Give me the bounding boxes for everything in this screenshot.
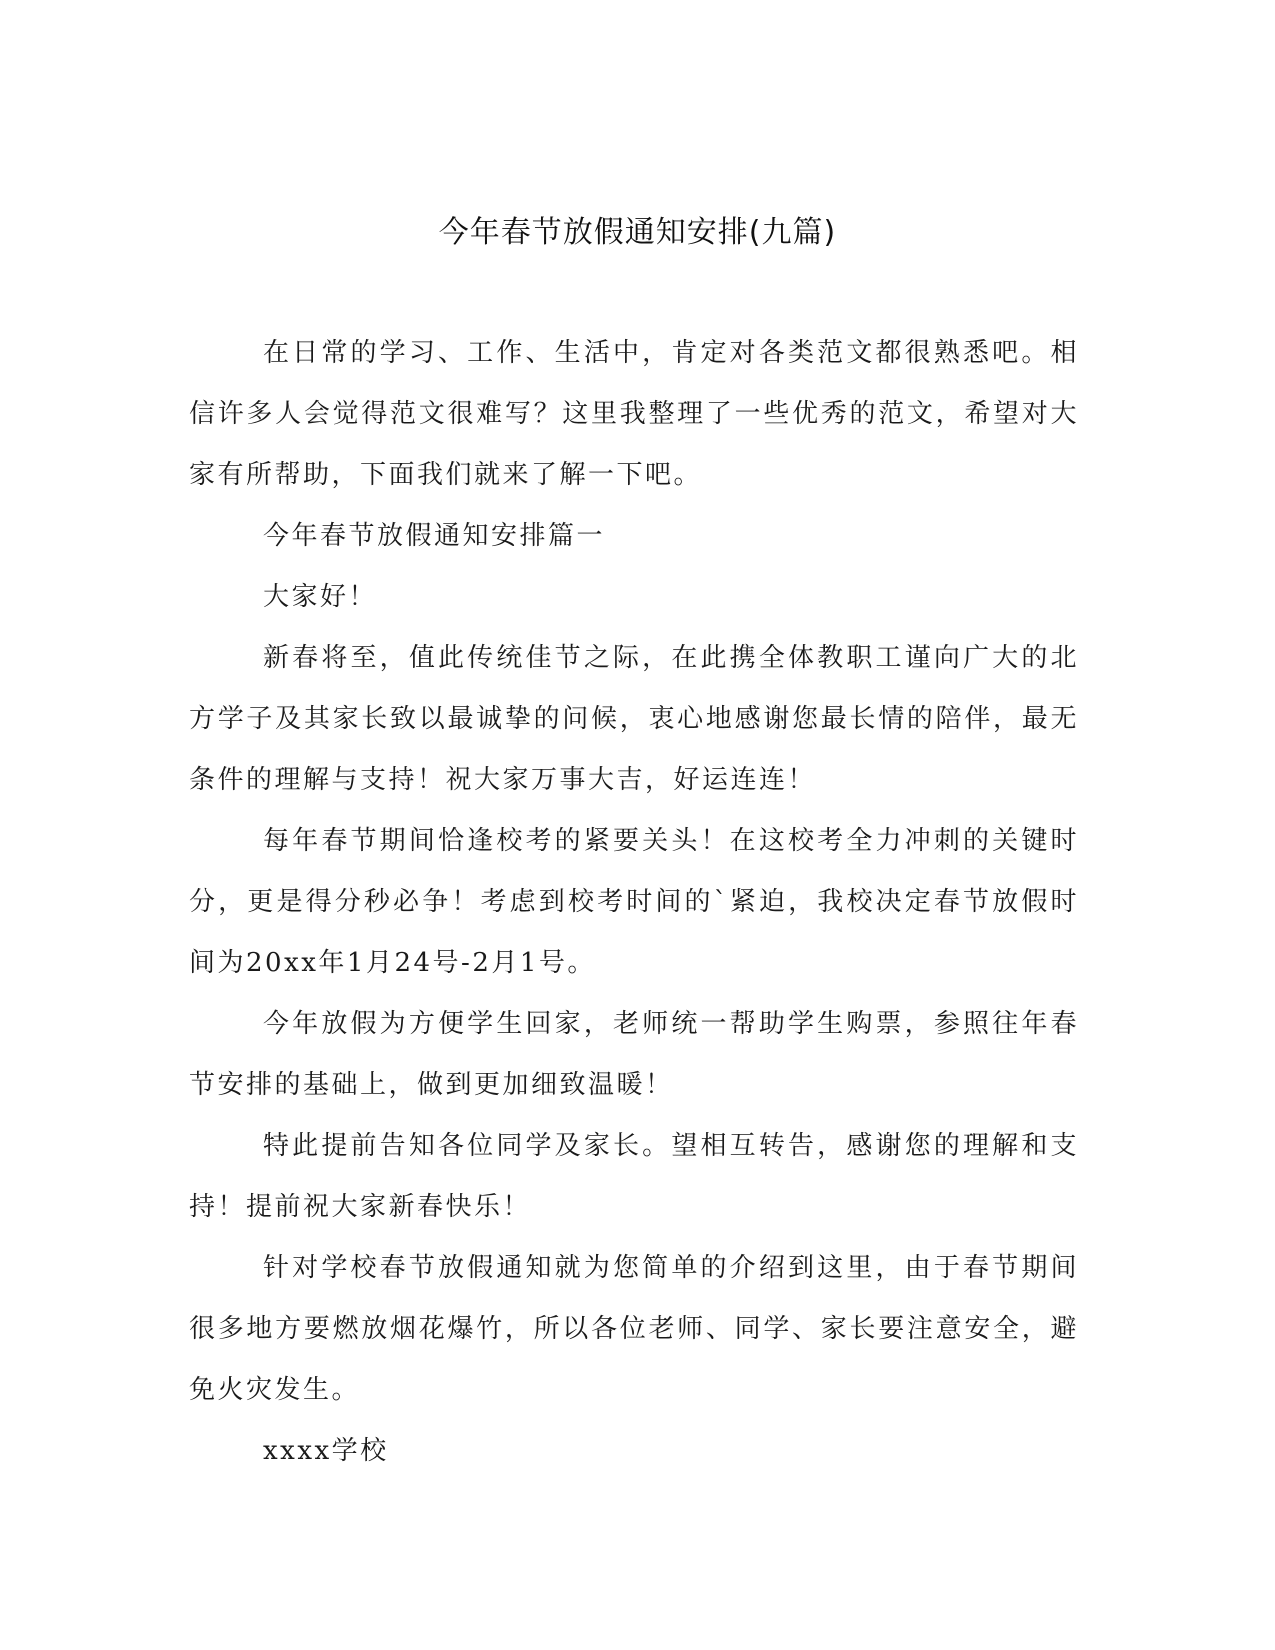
body-paragraph: 今年放假为方便学生回家，老师统一帮助学生购票，参照往年春节安排的基础上，做到更加细致温暖！ bbox=[189, 1009, 1079, 1100]
signature: xxxx学校 bbox=[263, 1436, 389, 1466]
document-title: 今年春节放假通知安排(九篇) bbox=[438, 215, 837, 250]
body-paragraph: 针对学校春节放假通知就为您简单的介绍到这里，由于春节期间很多地方要燃放烟花爆竹，所以各位老师、同学、家长要注意安全，避免火灾发生。 bbox=[189, 1253, 1079, 1405]
greeting: 大家好！ bbox=[263, 582, 378, 612]
body-paragraph: 新春将至，值此传统佳节之际，在此携全体教职工谨向广大的北方学子及其家长致以最诚挚的问候，衷心地感谢您最长情的陪伴，最无条件的理解与支持！祝大家万事大吉，好运连连！ bbox=[189, 643, 1079, 795]
document-body bbox=[189, 323, 1079, 1482]
body-paragraph: 每年春节期间恰逢校考的紧要关头！在这校考全力冲刺的关键时分，更是得分秒必争！考虑到校考时间的`紧迫，我校决定春节放假时间为20xx年1月24号-2月1号。 bbox=[189, 826, 1079, 978]
body-paragraph: 特此提前告知各位同学及家长。望相互转告，感谢您的理解和支持！提前祝大家新春快乐！ bbox=[189, 1131, 1079, 1222]
intro-paragraph: 在日常的学习、工作、生活中，肯定对各类范文都很熟悉吧。相信许多人会觉得范文很难写？这里我整理了一些优秀的范文，希望对大家有所帮助，下面我们就来了解一下吧。 bbox=[189, 338, 1079, 490]
section-heading: 今年春节放假通知安排篇一 bbox=[263, 521, 606, 551]
